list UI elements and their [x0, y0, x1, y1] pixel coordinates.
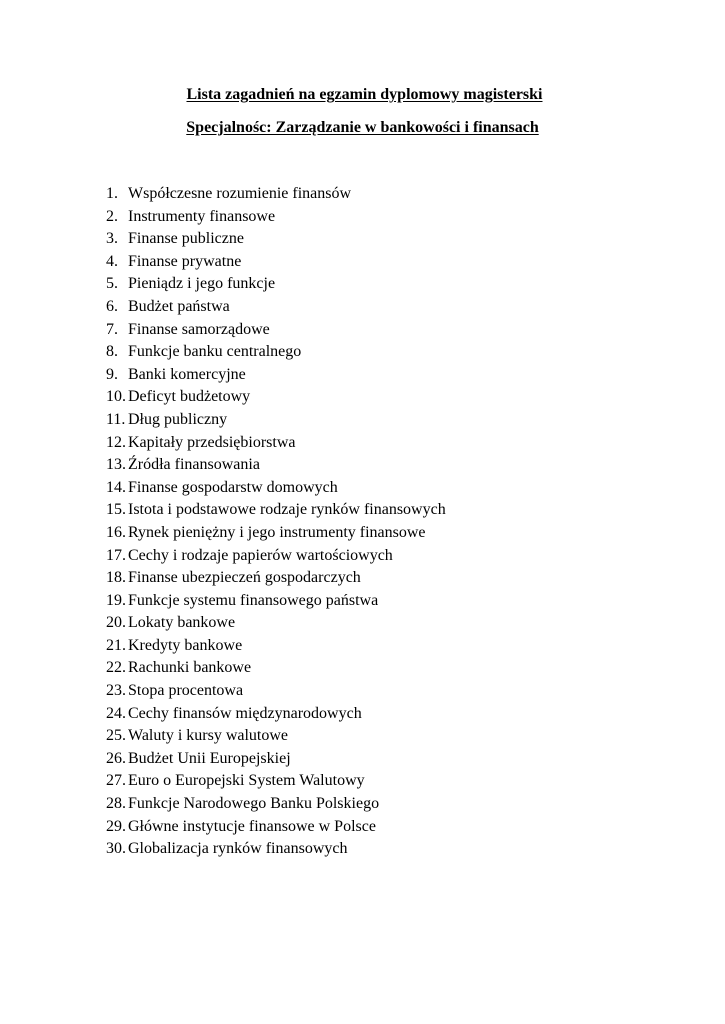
- topic-text: Kapitały przedsiębiorstwa: [128, 433, 296, 451]
- topic-text: Budżet państwa: [128, 297, 230, 315]
- topic-text: Budżet Unii Europejskiej: [128, 749, 291, 767]
- topic-text: Pieniądz i jego funkcje: [128, 275, 276, 293]
- topic-number: 7.: [106, 320, 118, 338]
- topic-item: [106, 748, 446, 771]
- topic-item: [106, 206, 446, 229]
- topic-number: 19.: [106, 591, 126, 609]
- topic-item: [106, 567, 446, 590]
- topic-number: 2.: [106, 207, 118, 225]
- topic-number: 11.: [106, 410, 126, 428]
- topic-number: 21.: [106, 636, 126, 654]
- topic-text: Istota i podstawowe rodzaje rynków finansowych: [128, 501, 446, 519]
- topic-text: Finanse publiczne: [128, 230, 244, 248]
- topic-number: 14.: [106, 478, 126, 496]
- topic-text: Dług publiczny: [128, 410, 228, 428]
- topic-text: Euro o Europejski System Walutowy: [128, 772, 365, 790]
- topic-number: 26.: [106, 749, 126, 767]
- topic-text: Finanse prywatne: [128, 252, 242, 270]
- topic-text: Stopa procentowa: [128, 682, 244, 700]
- topic-item: [106, 703, 446, 726]
- topic-text: Rachunki bankowe: [128, 659, 252, 677]
- topic-item: [106, 522, 446, 545]
- topic-item: [106, 273, 446, 296]
- topic-number: 3.: [106, 230, 118, 248]
- topic-item: [106, 228, 446, 251]
- topic-item: [106, 793, 446, 816]
- topic-number: 18.: [106, 569, 126, 587]
- topic-list: [106, 183, 446, 861]
- topic-item: [106, 183, 446, 206]
- topic-item: [106, 499, 446, 522]
- topic-item: [106, 612, 446, 635]
- topic-text: Deficyt budżetowy: [128, 388, 251, 406]
- topic-number: 25.: [106, 727, 126, 745]
- document-title: Lista zagadnień na egzamin dyplomowy magisterski: [186, 86, 543, 103]
- topic-item: [106, 319, 446, 342]
- topic-text: Finanse gospodarstw domowych: [128, 478, 338, 496]
- topic-number: 4.: [106, 252, 118, 270]
- topic-item: [106, 838, 446, 861]
- topic-item: [106, 364, 446, 387]
- topic-text: Główne instytucje finansowe w Polsce: [128, 817, 376, 835]
- topic-number: 27.: [106, 772, 126, 790]
- topic-number: 24.: [106, 704, 126, 722]
- topic-item: [106, 590, 446, 613]
- topic-text: Globalizacja rynków finansowych: [128, 840, 348, 858]
- topic-number: 10.: [106, 388, 126, 406]
- topic-number: 8.: [106, 343, 118, 361]
- topic-number: 22.: [106, 659, 126, 677]
- topic-item: [106, 816, 446, 839]
- topic-item: [106, 432, 446, 455]
- topic-number: 23.: [106, 682, 126, 700]
- topic-number: 1.: [106, 185, 118, 202]
- topic-number: 28.: [106, 795, 126, 813]
- document-subtitle: Specjalnośc: Zarządzanie w bankowości i finansach: [186, 119, 539, 136]
- topic-text: Waluty i kursy walutowe: [128, 727, 289, 745]
- topic-text: Cechy finansów międzynarodowych: [128, 704, 362, 722]
- topic-text: Cechy i rodzaje papierów wartościowych: [128, 546, 393, 564]
- topic-item: [106, 477, 446, 500]
- topic-number: 6.: [106, 297, 118, 315]
- topic-text: Banki komercyjne: [128, 365, 246, 383]
- topic-text: Funkcje banku centralnego: [128, 343, 302, 361]
- topic-item: [106, 680, 446, 703]
- topic-number: 16.: [106, 523, 126, 541]
- topic-number: 30.: [106, 840, 126, 858]
- topic-text: Funkcje systemu finansowego państwa: [128, 591, 379, 609]
- topic-number: 9.: [106, 365, 118, 383]
- topic-number: 5.: [106, 275, 118, 293]
- topic-text: Współczesne rozumienie finansów: [128, 185, 352, 202]
- topic-text: Źródła finansowania: [128, 456, 260, 474]
- topic-number: 13.: [106, 456, 126, 474]
- topic-number: 20.: [106, 614, 126, 632]
- topic-number: 12.: [106, 433, 126, 451]
- topic-text: Finanse ubezpieczeń gospodarczych: [128, 569, 361, 587]
- topic-number: 29.: [106, 817, 126, 835]
- topic-text: Kredyty bankowe: [128, 636, 243, 654]
- topic-text: Funkcje Narodowego Banku Polskiego: [128, 795, 380, 813]
- topic-text: Lokaty bankowe: [128, 614, 236, 632]
- topic-text: Rynek pieniężny i jego instrumenty finansowe: [128, 523, 426, 541]
- topic-item: [106, 251, 446, 274]
- topic-item: [106, 657, 446, 680]
- topic-item: [106, 409, 446, 432]
- topic-item: [106, 770, 446, 793]
- topic-item: [106, 545, 446, 568]
- topic-text: Finanse samorządowe: [128, 320, 270, 338]
- topic-number: 17.: [106, 546, 126, 564]
- topic-item: [106, 341, 446, 364]
- topic-item: [106, 454, 446, 477]
- topic-item: [106, 386, 446, 409]
- topic-text: Instrumenty finansowe: [128, 207, 276, 225]
- topic-item: [106, 296, 446, 319]
- topic-item: [106, 635, 446, 658]
- topic-item: [106, 725, 446, 748]
- topic-number: 15.: [106, 501, 126, 519]
